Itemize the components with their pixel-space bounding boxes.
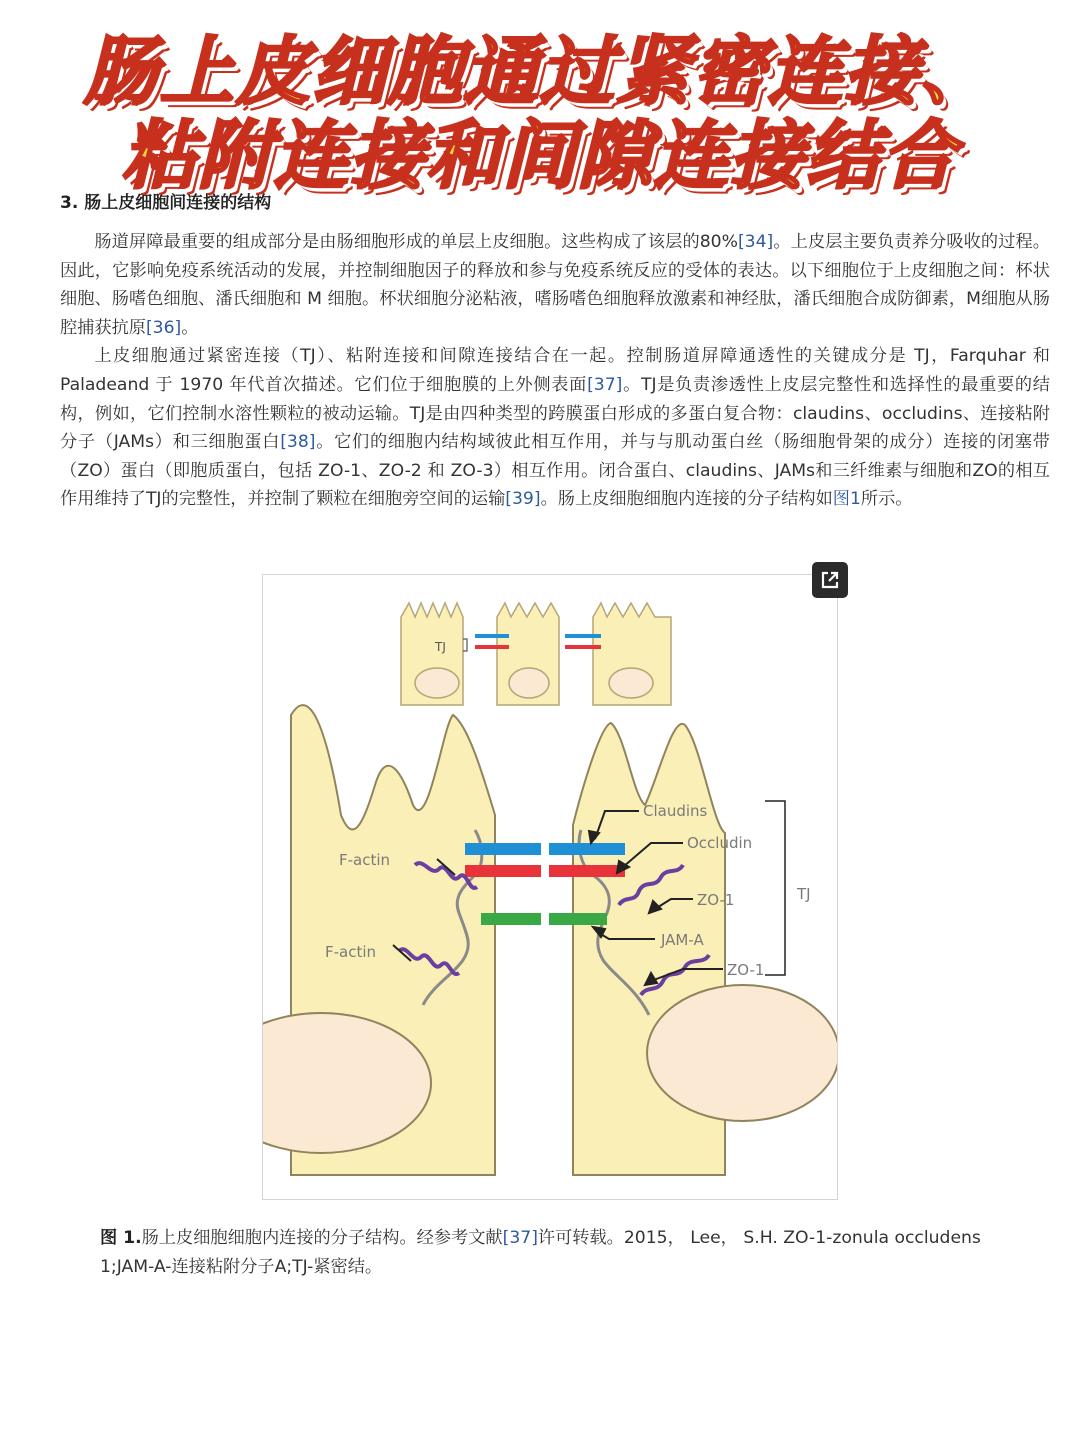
ref-link-38[interactable]: [38]: [280, 432, 316, 453]
top-nucleus-1: [415, 668, 459, 698]
figure-1-link[interactable]: 图1: [832, 489, 861, 510]
figure-1: [262, 574, 838, 1200]
ref-link-34[interactable]: [34]: [737, 232, 774, 252]
claudin-bar-right: [549, 843, 625, 855]
section-heading: 3. 肠上皮细胞间连接的结构: [60, 193, 272, 213]
ref-link-36[interactable]: [36]: [145, 317, 182, 338]
ref-link-39[interactable]: [39]: [505, 489, 541, 510]
p2-text-1: 上皮细胞通过紧密连接（TJ）、粘附连接和间隙连接结合在一起。控制肠道屏障通透性的关键成分是 TJ，Farquhar 和 Paladeand 于 1970 年代首次描述。它们位于细胞膜的上外侧表面: [60, 346, 1050, 395]
label-tj: TJ: [797, 885, 811, 903]
tight-junction-diagram: [263, 575, 837, 1199]
top-tj-claudin-2: [565, 634, 601, 638]
nucleus-right: [647, 985, 837, 1121]
caption-text-2: 许可转载。2015， Lee， S.H. ZO-1-zonula occludens 1;JAM-A-连接粘附分子A;TJ-紧密结。: [100, 1228, 981, 1277]
label-occludin: Occludin: [687, 834, 753, 852]
caption-ref-37[interactable]: [37]: [502, 1228, 538, 1248]
p2-text-3: 。它们的细胞内结构域彼此相互作用，并与与肌动蛋白丝（肠细胞骨架的成分）连接的闭塞带（ZO）蛋白（即胞质蛋白，包括 ZO-1、ZO-2 和 ZO-3）相互作用。闭合蛋白、claudins、JAMs和三纤维素与细胞和ZO的相互作用维持了TJ的完整性，并控制了颗粒在细胞旁空间的运输: [60, 432, 1050, 510]
caption-figure-label: 图 1.: [100, 1228, 142, 1248]
occludin-bar-left: [465, 865, 541, 877]
top-tj-occludin-2: [565, 645, 601, 649]
label-zo1-b: ZO-1: [727, 961, 765, 979]
p1-text-3: 。: [181, 317, 199, 338]
top-tj-occludin-1: [475, 645, 509, 649]
title-banner: [60, 30, 1020, 220]
label-claudins: Claudins: [643, 802, 708, 820]
top-nucleus-3: [609, 668, 653, 698]
occludin-bar-right: [549, 865, 625, 877]
top-tj-label: TJ: [435, 640, 446, 654]
caption-text-1: 肠上皮细胞细胞内连接的分子结构。经参考文献: [141, 1228, 503, 1248]
banner-line-1: 肠上皮细胞通过紧密连接、: [84, 29, 996, 115]
top-cells: [401, 603, 671, 705]
ref-link-37[interactable]: [37]: [587, 374, 623, 395]
p2-text-5: 所示。: [860, 489, 913, 510]
top-nucleus-2: [509, 668, 549, 698]
figure-caption: [100, 1224, 1030, 1282]
label-zo1-a: ZO-1: [697, 891, 735, 909]
tj-bracket: [765, 801, 785, 975]
p1-text-1: 肠道屏障最重要的组成部分是由肠细胞形成的单层上皮细胞。这些构成了该层的80%: [94, 232, 738, 252]
p2-text-4: 。肠上皮细胞细胞内连接的分子结构如: [540, 489, 833, 510]
p2-text-2: 。TJ是负责渗透性上皮层完整性和选择性的最重要的结构，例如，它们控制水溶性颗粒的被动运输。TJ是由四种类型的跨膜蛋白形成的多蛋白复合物：claudins、occludins、连接粘附分子（JAMs）和三细胞蛋白: [60, 374, 1050, 453]
expand-icon: [819, 569, 841, 591]
label-jam-a: JAM-A: [661, 931, 704, 949]
claudin-bar-left: [465, 843, 541, 855]
paragraph-2: [60, 342, 1050, 514]
jam-bar-left: [481, 913, 541, 925]
banner-line-2: 粘附连接和间隙连接结合: [122, 113, 958, 199]
expand-figure-button[interactable]: [812, 562, 848, 598]
p1-text-2: 。上皮层主要负责养分吸收的过程。因此，它影响免疫系统活动的发展，并控制细胞因子的释放和参与免疫系统反应的受体的表达。以下细胞位于上皮细胞之间：杯状细胞、肠嗜色细胞、潘氏细胞和 M 细胞。杯状细胞分泌粘液，嗜肠嗜色细胞释放激素和神经肽，潘氏细胞合成防御素，M细胞从肠腔捕获抗原: [60, 232, 1050, 338]
paragraph-1: [60, 228, 1050, 342]
top-tj-claudin-1: [475, 634, 509, 638]
label-f-actin-2: F-actin: [325, 943, 377, 961]
label-f-actin-1: F-actin: [339, 851, 391, 869]
jam-bar-right: [549, 913, 607, 925]
article-body: [60, 228, 1050, 514]
